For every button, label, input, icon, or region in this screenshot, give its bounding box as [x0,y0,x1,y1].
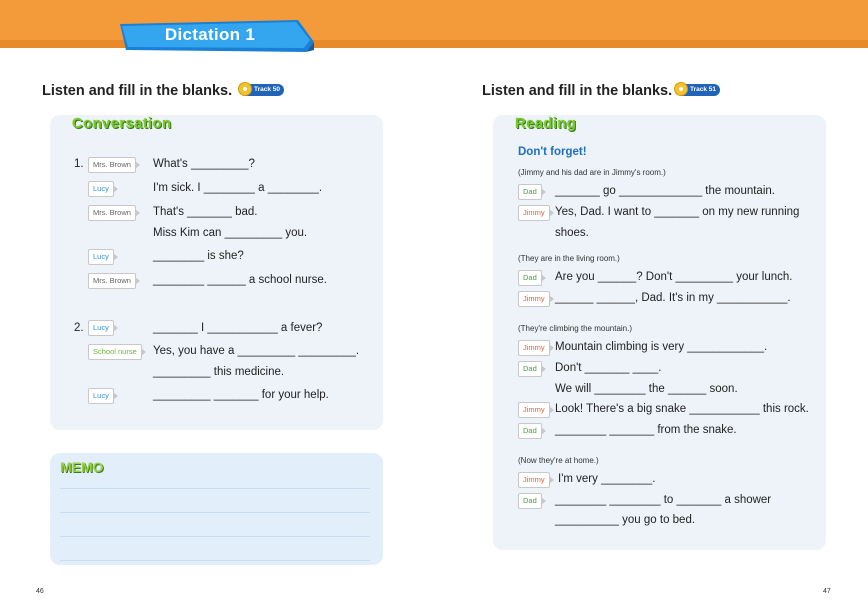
speaker-tag: Lucy [88,320,114,336]
dialogue-line: Miss Kim can _________ you. [153,227,308,239]
speaker-tag: Dad [518,423,542,439]
reading-line: We will ________ the ______ soon. [555,383,738,395]
reading-line: Are you ______? Don't _________ your lunch. [555,271,793,283]
dialogue-line: _______ I ___________ a fever? [153,322,323,334]
speaker-tag: School nurse [88,344,142,360]
speaker-tag: Dad [518,361,542,377]
speaker-tag: Lucy [88,181,114,197]
speaker-tag: Dad [518,184,542,200]
dialogue-line: _________ _______ for your help. [153,389,329,401]
reading-line: Look! There's a big snake ___________ this rock. [555,403,809,415]
left-track-label: Track 50 [254,86,281,93]
speaker-tag: Jimmy [518,472,550,488]
dialogue-line: That's _______ bad. [153,206,258,218]
speaker-tag: Dad [518,270,542,286]
reading-line: Don't _______ ____. [555,362,662,374]
speaker-tag: Mrs. Brown [88,157,136,173]
scene-note: (Now they're at home.) [518,456,599,465]
right-track-badge[interactable] [676,84,720,96]
dialogue-line: Yes, you have a _________ _________. [153,345,360,357]
reading-line: __________ you go to bed. [555,514,696,526]
banner-title: Dictation 1 [164,25,256,44]
memo-line [60,488,370,489]
speaker-tag: Mrs. Brown [88,273,136,289]
reading-line: _______ go _____________ the mountain. [555,185,775,197]
reading-line: Mountain climbing is very ____________. [555,341,768,353]
reading-line: ________ ________ to _______ a shower [555,494,772,506]
reading-subtitle: Don't forget! [518,146,587,158]
reading-line: ________ _______ from the snake. [555,424,737,436]
scene-note: (Jimmy and his dad are in Jimmy's room.) [518,168,666,177]
left-track-badge[interactable] [240,84,284,96]
reading-line: shoes. [555,227,589,239]
memo-title: MEMO [60,459,104,475]
left-instruction: Listen and fill in the blanks. [42,83,233,99]
cd-icon [674,82,688,96]
speaker-tag: Jimmy [518,291,550,307]
conversation-title: Conversation [72,115,172,132]
dialogue-line: I'm sick. I ________ a ________. [153,182,323,194]
speaker-tag: Jimmy [518,205,550,221]
right-instruction: Listen and fill in the blanks. [482,83,673,99]
reading-line: I'm very ________. [558,473,656,485]
scene-note: (They are in the living room.) [518,254,620,263]
page-number-right: 47 [823,588,831,595]
page-number-left: 46 [36,588,44,595]
reading-line: Yes, Dad. I want to _______ on my new running [555,206,800,218]
speaker-tag: Mrs. Brown [88,205,136,221]
scene-note: (They're climbing the mountain.) [518,324,633,333]
exercise-1-number: 1. [74,158,84,170]
cd-icon [238,82,252,96]
memo-line [60,560,370,561]
right-track-label: Track 51 [690,86,717,93]
reading-title: Reading [515,115,577,132]
speaker-tag: Jimmy [518,340,550,356]
speaker-tag: Dad [518,493,542,509]
reading-line: ______ ______, Dad. It's in my ___________. [555,292,791,304]
memo-line [60,512,370,513]
dialogue-line: _________ this medicine. [153,366,285,378]
exercise-2-number: 2. [74,322,84,334]
speaker-tag: Lucy [88,388,114,404]
dialogue-line: ________ is she? [153,250,244,262]
speaker-tag: Lucy [88,249,114,265]
dialogue-line: ________ ______ a school nurse. [153,274,327,286]
dialogue-line: What's _________? [153,158,255,170]
memo-line [60,536,370,537]
speaker-tag: Jimmy [518,402,550,418]
